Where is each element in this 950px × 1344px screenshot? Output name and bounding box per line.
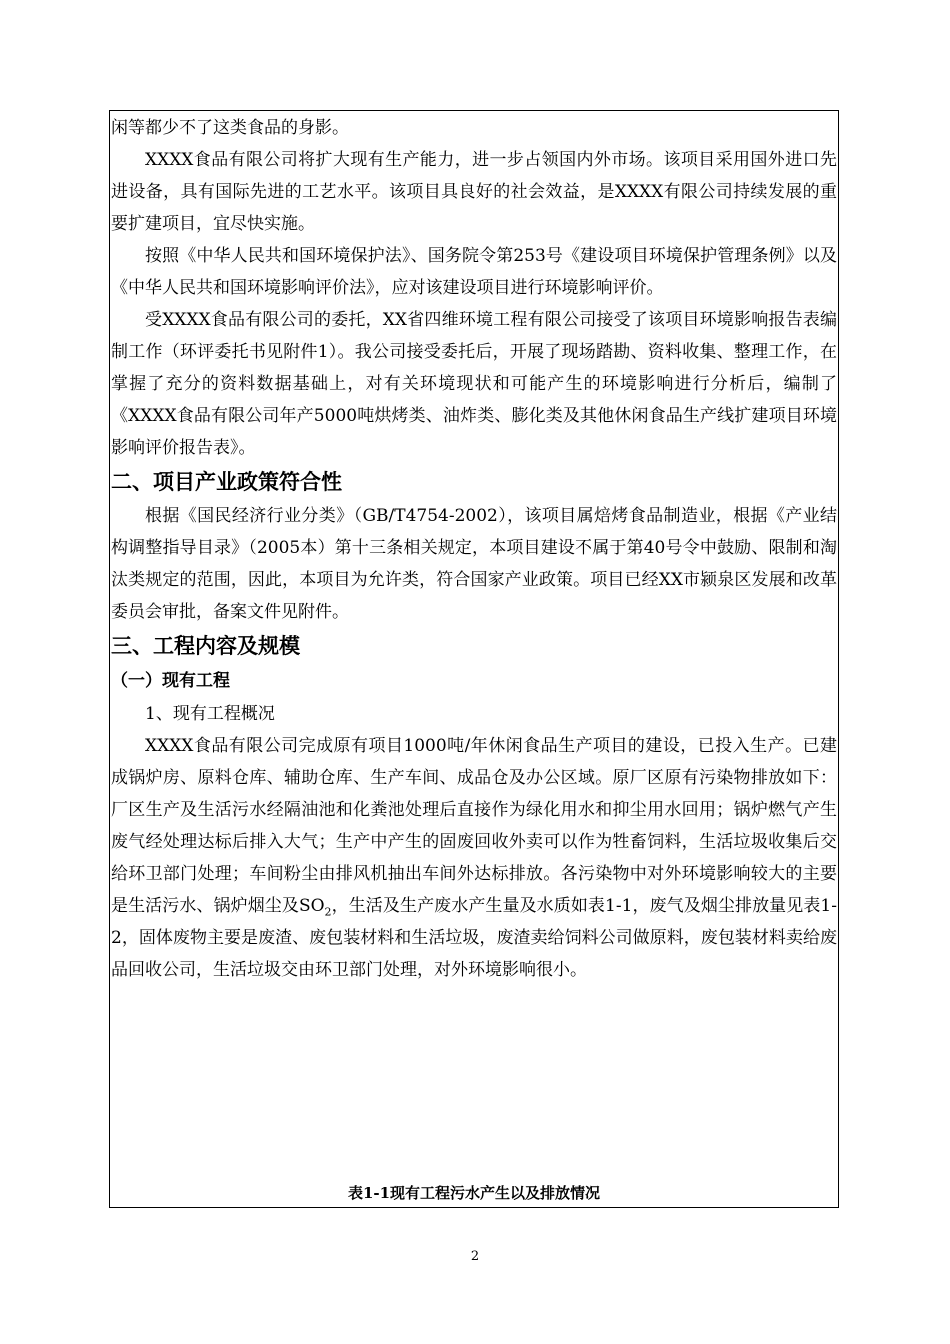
table-caption: 表1-1现有工程污水产生以及排放情况 — [347, 1184, 601, 1202]
page-number: 2 — [470, 1249, 480, 1264]
so2-subscript: 2 — [324, 905, 332, 919]
paragraph-expansion: XXXX食品有限公司将扩大现有生产能力，进一步占领国内外市场。该项目采用国外进口先进设备，具有国际先进的工艺水平。该项目具良好的社会效益，是XXXX有限公司持续发展的重要扩建项目，宜尽快实施。 — [111, 150, 837, 234]
paragraph-continuation: 闲等都少不了这类食品的身影。 — [111, 118, 349, 138]
document-body — [111, 112, 837, 986]
paragraph-existing-overview — [111, 730, 837, 986]
paragraph-part-a: XXXX食品有限公司完成原有项目1000吨/年休闲食品生产项目的建设，已投入生产。已建成锅炉房、原料仓库、辅助仓库、生产车间、成品仓及办公区域。原厂区原有污染物排放如下：厂区生产及生活污水经隔油池和化粪池处理后直接作为绿化用水和抑尘用水回用；锅炉燃气产生废气经处理达标后排入大气；生产中产生的固废回收外卖可以作为牲畜饲料，生活垃圾收集后交给环卫部门处理；车间粉尘由排风机抽出车间外达标排放。各污染物中对外环境影响较大的主要是生活污水、锅炉烟尘及SO — [111, 736, 837, 916]
section-heading-industry-policy: 二、项目产业政策符合性 — [111, 470, 342, 494]
item-existing-overview: 1、现有工程概况 — [145, 704, 275, 724]
paragraph-industry-policy: 根据《国民经济行业分类》（GB/T4754-2002），该项目属焙烤食品制造业，根据《产业结构调整指导目录》（2005本）第十三条相关规定，本项目建设不属于第40号令中鼓励、限制和淘汰类规定的范围，因此，本项目为允许类，符合国家产业政策。项目已经XX市颍泉区发展和改革委员会审批，备案文件见附件。 — [111, 506, 837, 622]
paragraph-commission: 受XXXX食品有限公司的委托，XX省四维环境工程有限公司接受了该项目环境影响报告表编制工作（环评委托书见附件1）。我公司接受委托后，开展了现场踏勘、资料收集、整理工作，在掌握了充分的资料数据基础上，对有关环境现状和可能产生的环境影响进行分析后，编制了《XXXX食品有限公司年产5000吨烘烤类、油炸类、膨化类及其他休闲食品生产线扩建项目环境影响评价报告表》。 — [111, 310, 837, 458]
paragraph-legal-basis: 按照《中华人民共和国环境保护法》、国务院令第253号《建设项目环境保护管理条例》以及《中华人民共和国环境影响评价法》，应对该建设项目进行环境影响评价。 — [111, 246, 837, 298]
paragraph-part-b: ，生活及生产废水产生量及水质如表1-1，废气及烟尘排放量见表1-2，固体废物主要是废渣、废包装材料和生活垃圾，废渣卖给饲料公司做原料，废包装材料卖给废品回收公司，生活垃圾交由环卫部门处理，对外环境影响很小。 — [111, 896, 837, 980]
subsection-heading-existing: （一）现有工程 — [111, 671, 230, 691]
section-heading-project-scope: 三、工程内容及规模 — [111, 634, 300, 658]
